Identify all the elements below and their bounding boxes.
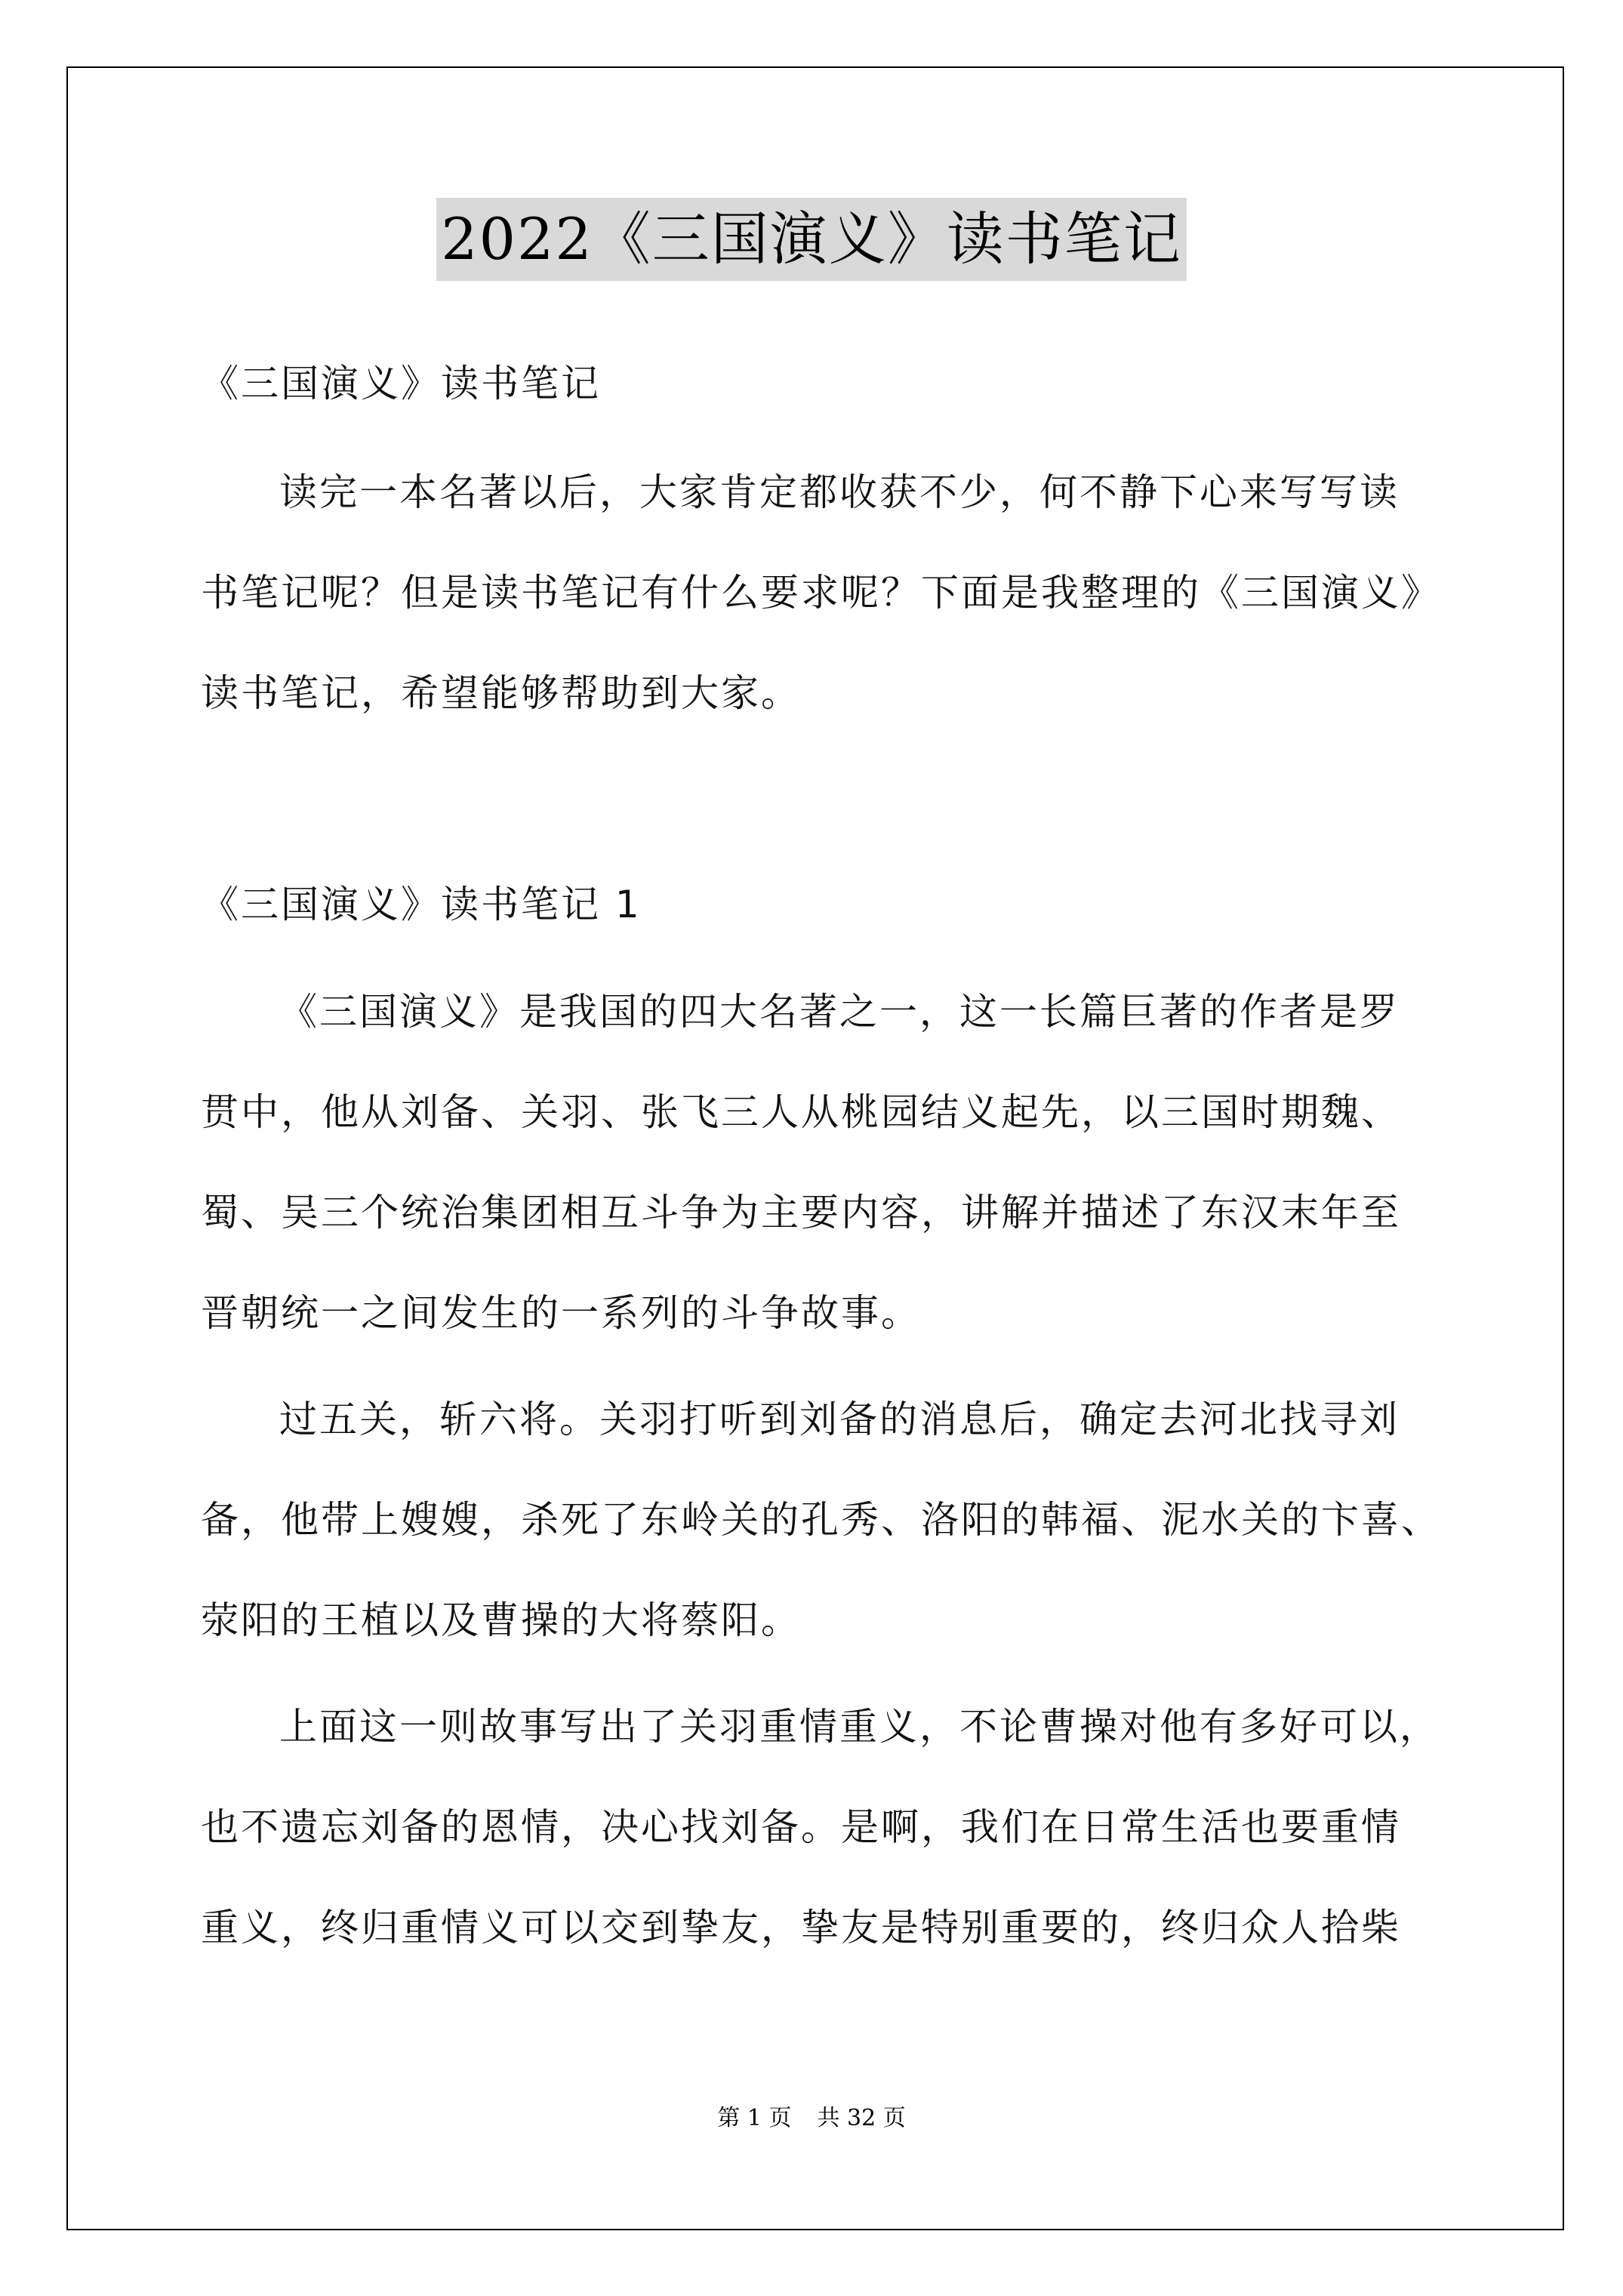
paragraph-line: 贯中，他从刘备、关羽、张飞三人从桃园结义起先，以三国时期魏、 bbox=[201, 1090, 1401, 1134]
paragraph-line: 书笔记呢？但是读书笔记有什么要求呢？下面是我整理的《三国演义》 bbox=[201, 571, 1441, 615]
paragraph-line: 也不遗忘刘备的恩情，决心找刘备。是啊，我们在日常生活也要重情 bbox=[201, 1805, 1401, 1849]
paragraph-line: 过五关，斩六将。关羽打听到刘备的消息后，确定去河北找寻刘 bbox=[279, 1398, 1400, 1441]
paragraph-line: 《三国演义》是我国的四大名著之一，这一长篇巨著的作者是罗 bbox=[279, 990, 1400, 1034]
paragraph-line: 蜀、吴三个统治集团相互斗争为主要内容，讲解并描述了东汉末年至 bbox=[201, 1191, 1401, 1234]
page-total: 共 32 页 bbox=[817, 2105, 906, 2131]
document-title: 2022《三国演义》读书笔记 bbox=[436, 198, 1186, 281]
section-heading: 《三国演义》读书笔记 bbox=[201, 362, 601, 405]
paragraph-line: 重义，终归重情义可以交到挚友，挚友是特别重要的，终归众人拾柴 bbox=[201, 1906, 1401, 1949]
paragraph-line: 备，他带上嫂嫂，杀死了东岭关的孔秀、洛阳的韩福、泥水关的卞喜、 bbox=[201, 1498, 1441, 1542]
title-container bbox=[0, 198, 1623, 281]
section-heading: 《三国演义》读书笔记 1 bbox=[201, 883, 642, 926]
page-footer bbox=[0, 2099, 1623, 2132]
paragraph-line: 读书笔记，希望能够帮助到大家。 bbox=[201, 671, 801, 715]
page-number: 第 1 页 bbox=[717, 2105, 792, 2131]
paragraph-line: 上面这一则故事写出了关羽重情重义，不论曹操对他有多好可以， bbox=[279, 1705, 1440, 1749]
paragraph-line: 晋朝统一之间发生的一系列的斗争故事。 bbox=[201, 1291, 921, 1335]
paragraph-line: 读完一本名著以后，大家肯定都收获不少，何不静下心来写写读 bbox=[279, 470, 1400, 514]
paragraph-line: 荥阳的王植以及曹操的大将蔡阳。 bbox=[201, 1598, 801, 1642]
